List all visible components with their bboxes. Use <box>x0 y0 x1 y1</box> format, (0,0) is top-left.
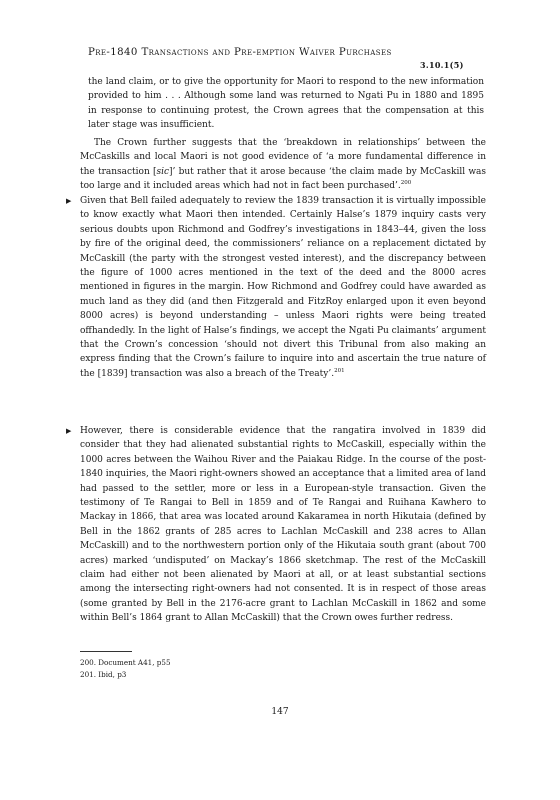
page-number: 147 <box>271 707 289 717</box>
bullet-item-bell-review <box>66 194 486 381</box>
paragraph-text-part-b: ]’ but rather that it arose because ‘the claim made by McCaskill was too large and it included areas which had not in fact been purchased’. <box>80 166 487 192</box>
block-quote <box>88 75 484 133</box>
footnote-200: 200. Document A41, p55 <box>80 658 171 667</box>
section-number: 3.10.1(5) <box>420 60 464 70</box>
footnote-201: 201. Ibid, p3 <box>80 670 127 679</box>
triangle-right-icon: ▶ <box>66 427 72 435</box>
running-head: Pre-1840 Transactions and Pre-emption Waiver Purchases <box>88 47 392 58</box>
footnotes <box>80 657 380 681</box>
bullet-text-body: Given that Bell failed adequately to review the 1839 transaction it is virtually impossible to know exactly what Maori then intended. Certainly Halse’s 1879 inquiry casts very serious doubts upon Richmond and Godfrey’s investigations in 1843–44, given the loss by fire of the original deed, the commissioners’ reliance on a replacement dictated by McCaskill (the party with the strongest vested interest), and the discrepancy between the figure of 1000 acres mentioned in the text of the deed and the 8000 acres mentioned in figures in the margin. How Richmond and Godfrey could have awarded as much land as they did (and then Fitzgerald and FitzRoy enlarged upon it even beyond 8000 acres) is beyond understanding – unless Maori rights were being treated offhandedly. In the light of Halse’s findings, we accept the Ngati Pu claimants’ argument that the Crown’s concession ‘should not divert this Tribunal from also making an express finding that the Crown’s failure to inquire into and ascertain the true nature of the [1839] transaction was also a breach of the Treaty’. <box>80 196 486 379</box>
paragraph-text <box>80 136 486 194</box>
bullet-text: However, there is considerable evidence that the rangatira involved in 1839 did consider that they had alienated substantial rights to McCaskill, especially within the 1000 acres between the Waihou River and the Paiakau Ridge. In the course of the post-1840 inquiries, the Maori right-owners showed an acceptance that a limited area of land had passed to the settler, more or less in a European-style transaction. Given the testimony of Te Rangai to Bell in 1859 and of Te Rangai and Ruihana Kawhero to Mackay in 1866, that area was located around Kakaramea in north Hikutaia (defined by Bell in the 1862 grants of 285 acres to Lachlan McCaskill and 238 acres to Allan McCaskill) and to the northwestern portion only of the Hikutaia south grant (about 700 acres) marked ‘undisputed’ on Mackay’s 1866 sketchmap. The rest of the McCaskill claim had either not been alienated by Maori at all, or at least substantial sections among the intersecting right-owners had not consented. It is in respect of those areas (some granted by Bell in the 2176-acre grant to Lachlan McCaskill in 1862 and some within Bell’s 1864 grant to Allan McCaskill) that the Crown owes further redress. <box>80 426 486 624</box>
footnote-ref-201[interactable]: 201 <box>334 367 345 374</box>
paragraph-crown-suggestion <box>80 136 486 194</box>
footnote-ref-200[interactable]: 200 <box>400 180 412 187</box>
sic-italic: sic <box>156 166 170 177</box>
bullet-item-rangatira-evidence <box>66 424 486 626</box>
bullet-text <box>80 194 486 381</box>
block-quote-text: the land claim, or to give the opportunity for Maori to respond to the new information provided to him . . . Although some land was returned to Ngati Pu in 1880 and 1895 in response to continuing protest, the Crown agrees that the compensation at this later stage was insufficient. <box>88 77 484 131</box>
triangle-right-icon: ▶ <box>66 197 72 205</box>
paragraph-text-part-a: The Crown further suggests that the ‘breakdown in relationships’ between the McCaskills and local Maori is not good evidence of ‘a more fundamental difference in the transaction [ <box>80 138 486 177</box>
footnote-divider <box>80 651 132 652</box>
